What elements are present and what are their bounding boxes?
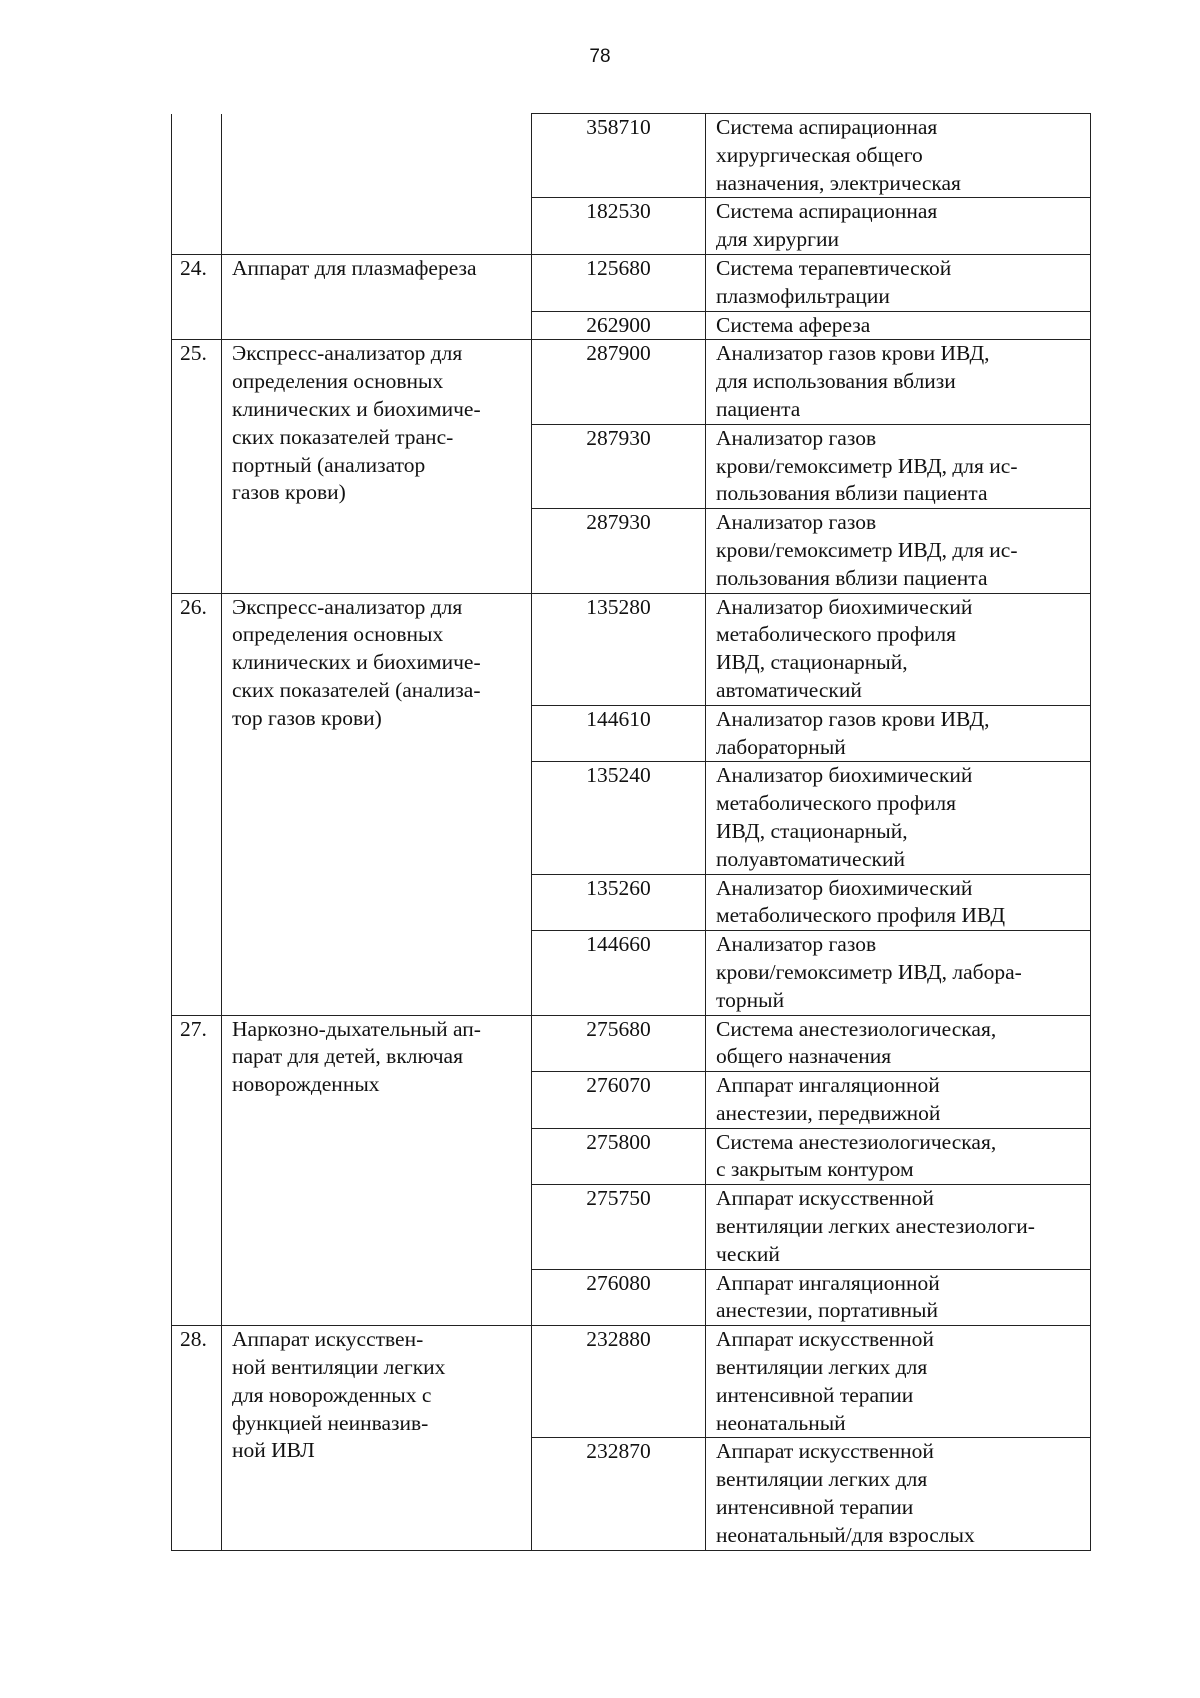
nomenclature-code: 275680 <box>532 1015 706 1072</box>
nomenclature-description: Анализатор биохимический метаболического профиля ИВД <box>706 874 1091 931</box>
table-row <box>172 593 1091 705</box>
nomenclature-description: Система анестезиологическая, общего назначения <box>706 1015 1091 1072</box>
row-number: 25. <box>172 340 222 593</box>
nomenclature-description: Анализатор газов крови/гемоксиметр ИВД, лабора- торный <box>706 931 1091 1015</box>
nomenclature-code: 232880 <box>532 1326 706 1438</box>
nomenclature-description: Анализатор газов крови ИВД, лабораторный <box>706 705 1091 762</box>
nomenclature-description: Система анестезиологическая, с закрытым контуром <box>706 1128 1091 1185</box>
nomenclature-code: 144610 <box>532 705 706 762</box>
nomenclature-code: 275800 <box>532 1128 706 1185</box>
table-row <box>172 340 1091 424</box>
equipment-name: Экспресс-анализатор для определения основных клинических и биохимиче- ских показателей транс- портный (анализатор газов крови) <box>222 340 532 593</box>
table-row <box>172 114 1091 198</box>
equipment-name: Экспресс-анализатор для определения основных клинических и биохимиче- ских показателей (анализа- тор газов крови) <box>222 593 532 1015</box>
nomenclature-code: 135240 <box>532 762 706 874</box>
nomenclature-description: Анализатор биохимический метаболического профиля ИВД, стационарный, автоматический <box>706 593 1091 705</box>
nomenclature-code: 358710 <box>532 114 706 198</box>
nomenclature-description: Система аспирационная хирургическая общего назначения, электрическая <box>706 114 1091 198</box>
equipment-name <box>222 114 532 255</box>
page-number: 78 <box>589 46 611 67</box>
nomenclature-description: Анализатор газов крови ИВД, для использования вблизи пациента <box>706 340 1091 424</box>
table-row <box>172 1326 1091 1438</box>
nomenclature-code: 287900 <box>532 340 706 424</box>
equipment-name: Наркозно-дыхательный ап- парат для детей, включая новорожденных <box>222 1015 532 1326</box>
equipment-table-body <box>172 114 1091 1551</box>
nomenclature-description: Аппарат искусственной вентиляции легких для интенсивной терапии неонатальный/для взрослых <box>706 1438 1091 1550</box>
nomenclature-description: Аппарат ингаляционной анестезии, передвижной <box>706 1072 1091 1129</box>
row-number: 28. <box>172 1326 222 1550</box>
row-number <box>172 114 222 255</box>
row-number: 27. <box>172 1015 222 1326</box>
nomenclature-description: Анализатор биохимический метаболического профиля ИВД, стационарный, полуавтоматический <box>706 762 1091 874</box>
table-row <box>172 254 1091 311</box>
nomenclature-description: Система аспирационная для хирургии <box>706 198 1091 255</box>
table-row <box>172 1015 1091 1072</box>
nomenclature-code: 276070 <box>532 1072 706 1129</box>
row-number: 26. <box>172 593 222 1015</box>
nomenclature-code: 125680 <box>532 254 706 311</box>
nomenclature-description: Анализатор газов крови/гемоксиметр ИВД, для ис- пользования вблизи пациента <box>706 424 1091 508</box>
nomenclature-code: 276080 <box>532 1269 706 1326</box>
nomenclature-code: 135260 <box>532 874 706 931</box>
equipment-name: Аппарат искусствен- ной вентиляции легких для новорожденных с функцией неинвазив- ной ИВЛ <box>222 1326 532 1550</box>
nomenclature-description: Аппарат ингаляционной анестезии, портативный <box>706 1269 1091 1326</box>
nomenclature-code: 287930 <box>532 509 706 593</box>
row-number: 24. <box>172 254 222 339</box>
equipment-table <box>171 113 1091 1551</box>
nomenclature-description: Аппарат искусственной вентиляции легких для интенсивной терапии неонатальный <box>706 1326 1091 1438</box>
nomenclature-description: Система афереза <box>706 311 1091 340</box>
nomenclature-code: 287930 <box>532 424 706 508</box>
nomenclature-code: 135280 <box>532 593 706 705</box>
nomenclature-code: 275750 <box>532 1185 706 1269</box>
nomenclature-code: 182530 <box>532 198 706 255</box>
nomenclature-description: Система терапевтической плазмофильтрации <box>706 254 1091 311</box>
nomenclature-code: 232870 <box>532 1438 706 1550</box>
nomenclature-code: 262900 <box>532 311 706 340</box>
equipment-name: Аппарат для плазмафереза <box>222 254 532 339</box>
nomenclature-code: 144660 <box>532 931 706 1015</box>
nomenclature-description: Аппарат искусственной вентиляции легких анестезиологи- ческий <box>706 1185 1091 1269</box>
nomenclature-description: Анализатор газов крови/гемоксиметр ИВД, для ис- пользования вблизи пациента <box>706 509 1091 593</box>
